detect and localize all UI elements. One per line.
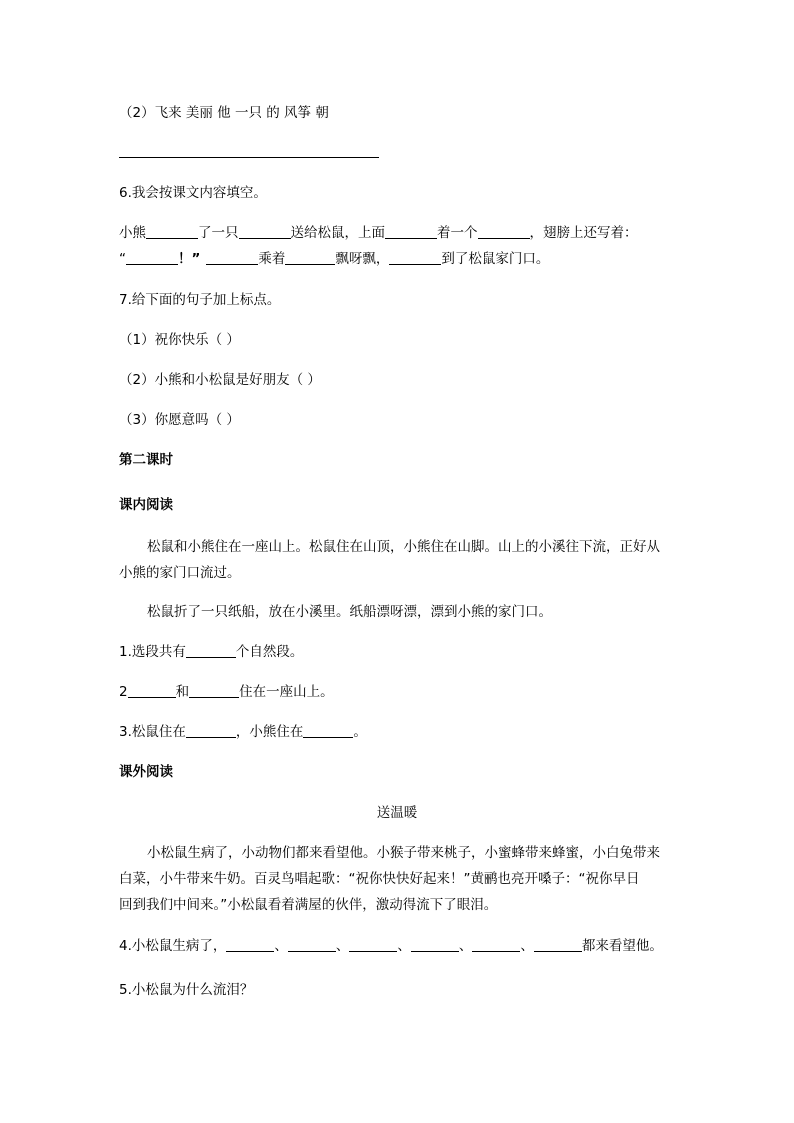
fill-blank[interactable] [534,937,582,952]
inclass-question-1 [119,642,303,662]
passage-line: 小松鼠生病了，小动物们都来看望他。小猴子带来桃子，小蜜蜂带来蜂蜜，小白兔带来 [147,845,660,861]
text: 1.选段共有 [119,644,186,660]
question-6-line-1 [119,223,638,243]
text: 、 [335,938,350,954]
text: 送给松鼠，上面 [290,225,385,241]
fill-blank[interactable] [206,250,258,265]
fill-blank[interactable] [288,937,336,952]
outclass-reading-heading: 课外阅读 [119,764,173,780]
text: 都来看望他。 [581,938,663,954]
fill-blank[interactable] [186,723,236,738]
question-5-item-2: （2）飞来 美丽 他 一只 的 风筝 朝 [119,105,329,121]
text: ，翅膀上还写着： [529,225,638,241]
passage-line: 小熊的家门口流过。 [119,565,241,581]
text: 小熊 [119,225,146,241]
text: 、 [520,938,534,954]
outclass-question-5: 5.小松鼠为什么流泪？ [119,982,254,998]
passage-line: 松鼠折了一只纸船，放在小溪里。纸船漂呀漂，漂到小熊的家门口。 [147,604,552,620]
fill-blank[interactable] [146,224,198,239]
fill-blank[interactable] [189,683,239,698]
inclass-question-2 [119,682,334,702]
fill-blank[interactable] [303,723,353,738]
fill-blank[interactable] [389,250,441,265]
text: 、 [458,938,473,954]
fill-blank[interactable] [478,224,530,239]
question-6-title: 6.我会按课文内容填空。 [119,185,267,201]
question-7-item: （2）小熊和小松鼠是好朋友（ ） [119,372,321,388]
fill-blank[interactable] [411,937,459,952]
text: 。 [353,724,367,740]
question-7-item: （1）祝你快乐（ ） [119,332,240,348]
fill-blank[interactable] [226,937,274,952]
text: 4.小松鼠生病了， [119,938,227,954]
text: 个自然段。 [235,644,304,660]
text: 乘着 [258,251,286,267]
text: 、 [397,938,411,954]
text: 2 [119,684,128,700]
section-heading: 第二课时 [119,452,173,468]
text: “ [119,251,126,267]
inclass-question-3 [119,722,367,742]
fill-blank[interactable] [349,937,397,952]
text: 着一个 [437,225,478,241]
passage-line: 松鼠和小熊住在一座山上。松鼠住在山顶，小熊住在山脚。山上的小溪往下流，正好从 [147,539,660,555]
text: ！” [178,251,201,267]
fill-blank[interactable] [186,643,236,658]
question-6-line-2 [119,249,549,269]
fill-blank[interactable] [285,250,335,265]
text: 了一只 [198,225,239,241]
text: ，小熊住在 [235,724,304,740]
text: 住在一座山上。 [239,684,334,700]
fill-blank[interactable] [385,224,437,239]
outclass-question-4 [119,936,663,956]
text: 到了松鼠家门口。 [441,251,550,267]
answer-line[interactable] [119,157,379,158]
text: 和 [175,684,190,700]
question-7-title: 7.给下面的句子加上标点。 [119,292,281,308]
question-7-item: （3）你愿意吗（ ） [119,412,240,428]
text: 飘呀飘， [335,251,390,267]
passage-line: 回到我们中间来。”小松鼠看着满屋的伙伴，激动得流下了眼泪。 [119,897,498,913]
inclass-reading-heading: 课内阅读 [119,497,173,513]
fill-blank[interactable] [126,250,178,265]
fill-blank[interactable] [239,224,291,239]
text: 3.松鼠住在 [119,724,186,740]
story-title: 送温暖 [376,805,418,821]
fill-blank[interactable] [472,937,520,952]
text: 、 [274,938,288,954]
fill-blank[interactable] [128,683,176,698]
passage-line: 白菜，小牛带来牛奶。百灵鸟唱起歌：“祝你快快好起来！”黄鹂也亮开嗓子：“祝你早日 [119,871,640,887]
